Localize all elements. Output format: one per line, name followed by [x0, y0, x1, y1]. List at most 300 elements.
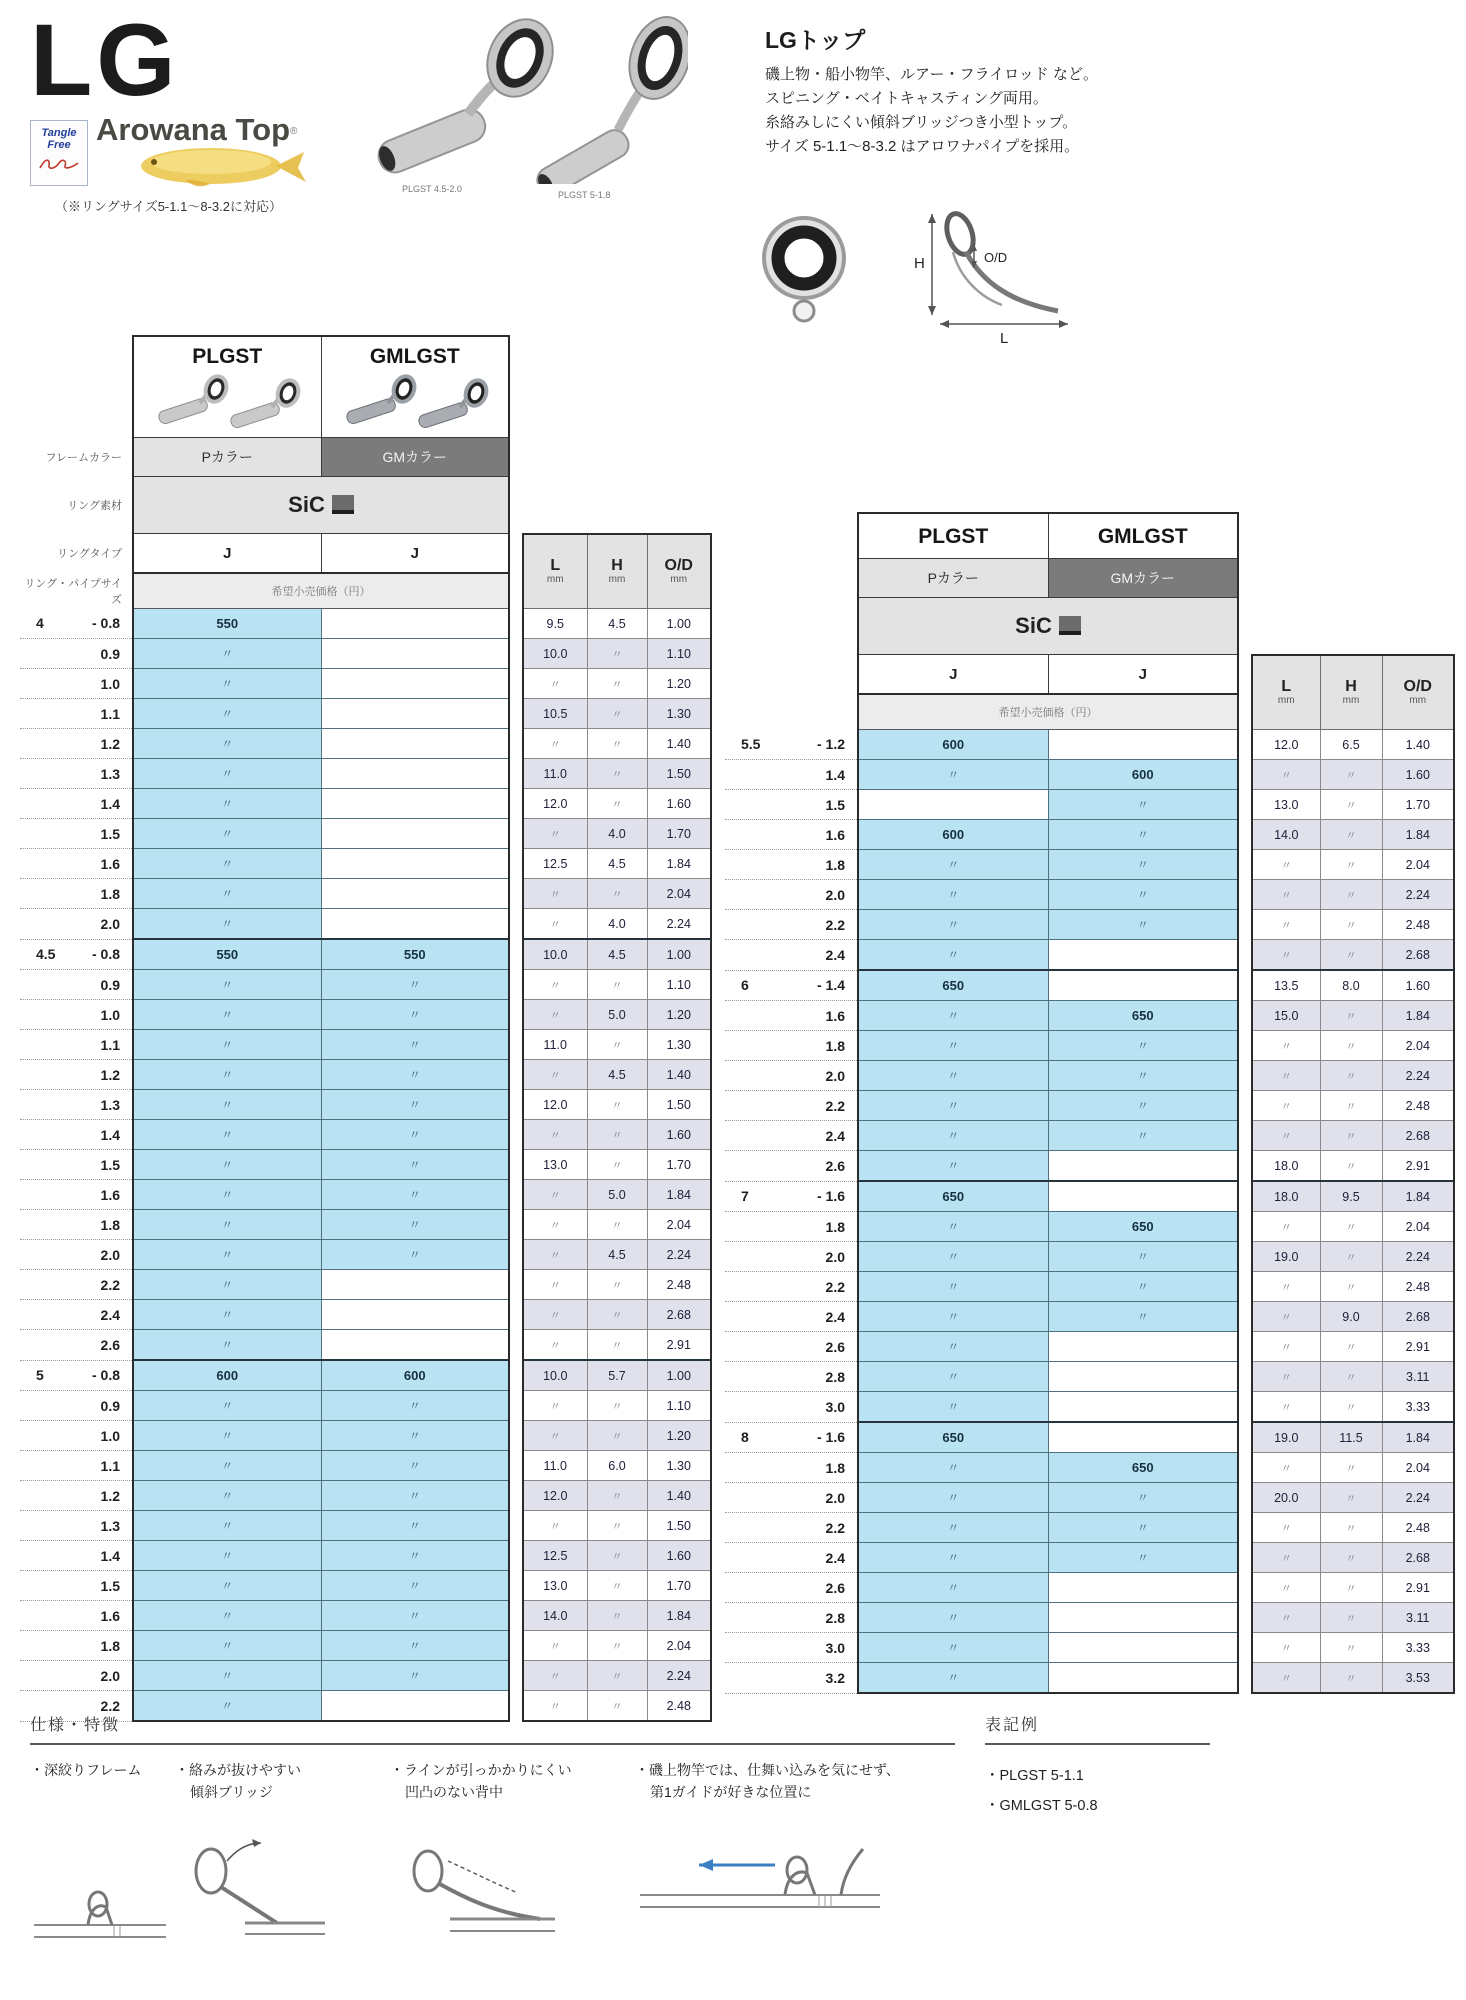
price-cell: 〃: [1048, 850, 1238, 880]
size-label: 2.4: [20, 1300, 133, 1330]
price-cell: [321, 909, 509, 940]
model-name: GMLGST: [369, 344, 460, 368]
dimension-cell: 〃: [1320, 1633, 1382, 1663]
table-row: [725, 1181, 1454, 1212]
dimension-cell: 2.24: [1382, 880, 1454, 910]
dimension-cell: 1.40: [647, 1481, 711, 1511]
size-label: 0.9: [20, 1391, 133, 1421]
dimension-cell: 1.84: [647, 849, 711, 879]
price-cell: 600: [858, 820, 1048, 850]
dimension-cell: 〃: [1320, 1212, 1382, 1242]
dimension-cell: 12.0: [523, 789, 587, 819]
dimension-cell: 13.0: [1252, 790, 1320, 820]
price-cell: 〃: [1048, 1031, 1238, 1061]
size-label: 5.5 - 1.2: [725, 730, 858, 760]
price-cell: 〃: [321, 1030, 509, 1060]
size-label: 1.2: [20, 1060, 133, 1090]
guide-placement-sketch-icon: [635, 1829, 885, 1949]
smooth-back-sketch-icon: [390, 1843, 560, 1943]
description-line: サイズ 5-1.1～8-3.2 はアロワナパイプを採用。: [765, 138, 1080, 155]
price-cell: 650: [1048, 1212, 1238, 1242]
table-row: [20, 1000, 711, 1030]
price-cell: 〃: [321, 1210, 509, 1240]
dim-header-h: H mm: [587, 534, 647, 609]
price-cell: 〃: [133, 699, 321, 729]
dimension-cell: 1.84: [1382, 1181, 1454, 1212]
price-cell: 〃: [321, 1240, 509, 1270]
dimension-cell: 4.5: [587, 1060, 647, 1090]
price-cell: 〃: [858, 940, 1048, 971]
price-cell: 〃: [133, 1120, 321, 1150]
dimension-cell: 〃: [1320, 1121, 1382, 1151]
dimension-cell: 〃: [523, 1391, 587, 1421]
dimension-cell: 〃: [587, 1090, 647, 1120]
dimension-cell: 2.91: [1382, 1151, 1454, 1182]
dimension-cell: 〃: [1320, 1513, 1382, 1543]
table-row: [725, 820, 1454, 850]
dimension-cell: 〃: [523, 1330, 587, 1361]
size-label: 1.6: [20, 1180, 133, 1210]
table-row: [20, 1060, 711, 1090]
price-cell: 〃: [133, 1330, 321, 1361]
product-photo-label: PLGST 5-1.8: [558, 190, 611, 200]
price-cell: [1048, 970, 1238, 1001]
dimension-cell: 4.0: [587, 909, 647, 940]
price-cell: 〃: [858, 1151, 1048, 1182]
dimension-cell: 〃: [1252, 1212, 1320, 1242]
price-cell: 〃: [858, 1001, 1048, 1031]
dimension-cell: 2.91: [1382, 1332, 1454, 1362]
table-row: [20, 1240, 711, 1270]
price-cell: 650: [858, 1422, 1048, 1453]
price-cell: 〃: [858, 1212, 1048, 1242]
size-table-right: [725, 512, 1455, 1694]
size-label: 6 - 1.4: [725, 970, 858, 1001]
dimension-cell: 〃: [523, 1270, 587, 1300]
dimension-cell: 〃: [587, 1421, 647, 1451]
size-label: 1.8: [725, 1453, 858, 1483]
row-header-ring-material: リング素材: [67, 500, 122, 512]
dim-header-h: H mm: [1320, 655, 1382, 730]
dimension-cell: 〃: [587, 1270, 647, 1300]
dimension-cell: 〃: [587, 759, 647, 789]
dimension-cell: 2.24: [647, 909, 711, 940]
dimension-cell: 2.24: [1382, 1242, 1454, 1272]
price-cell: [1048, 1603, 1238, 1633]
table-row: [725, 1483, 1454, 1513]
dimension-cell: 2.48: [1382, 1513, 1454, 1543]
dimension-cell: 〃: [523, 1511, 587, 1541]
table-row: [20, 1511, 711, 1541]
dimension-cell: 〃: [523, 1631, 587, 1661]
table-row: [725, 1332, 1454, 1362]
price-cell: 〃: [858, 1543, 1048, 1573]
dimension-cell: 〃: [1252, 1453, 1320, 1483]
tangle-free-badge: [30, 120, 88, 186]
price-cell: 〃: [858, 880, 1048, 910]
description-line: 磯上物・船小物竿、ルアー・フライロッド など。: [765, 66, 1098, 83]
dimension-cell: 〃: [1252, 880, 1320, 910]
dimension-cell: 14.0: [523, 1601, 587, 1631]
dimension-cell: 13.5: [1252, 970, 1320, 1001]
size-label: 1.8: [20, 1210, 133, 1240]
dimension-cell: 〃: [587, 699, 647, 729]
table-row: [725, 790, 1454, 820]
size-label: 2.8: [725, 1362, 858, 1392]
product-description: [765, 22, 1205, 159]
size-label: 1.4: [20, 789, 133, 819]
badge-text: Free: [47, 139, 71, 151]
price-cell: 550: [133, 609, 321, 639]
price-cell: 〃: [1048, 1543, 1238, 1573]
frame-color-p: Pカラー: [133, 438, 321, 477]
dimension-cell: 2.24: [647, 1661, 711, 1691]
dimension-cell: 12.5: [523, 1541, 587, 1571]
price-cell: [1048, 1573, 1238, 1603]
dimension-cell: 〃: [1320, 1362, 1382, 1392]
ring-material: SiC: [288, 492, 325, 517]
price-cell: [1048, 1151, 1238, 1182]
ring-type-p: J: [858, 655, 1048, 695]
dimension-cell: 〃: [587, 1481, 647, 1511]
dimension-cell: 〃: [1252, 1633, 1320, 1663]
price-cell: 〃: [858, 760, 1048, 790]
price-cell: [1048, 1633, 1238, 1663]
dimension-cell: 2.68: [1382, 1302, 1454, 1332]
dimension-cell: 〃: [587, 1330, 647, 1361]
size-label: 2.0: [725, 880, 858, 910]
table-row: [20, 336, 711, 438]
size-label: 2.4: [725, 1302, 858, 1332]
dimension-cell: 12.0: [523, 1090, 587, 1120]
price-cell: 〃: [321, 1661, 509, 1691]
dimension-cell: 5.0: [587, 1000, 647, 1030]
table-row: [20, 1150, 711, 1180]
dimension-cell: 1.00: [647, 609, 711, 639]
feature-item: ・深絞りフレーム: [30, 1759, 175, 1963]
dimension-cell: 1.10: [647, 970, 711, 1000]
dimension-cell: 2.68: [1382, 1543, 1454, 1573]
dim-header-od: O/D mm: [647, 534, 711, 609]
price-cell: 〃: [858, 1121, 1048, 1151]
price-cell: 〃: [133, 1391, 321, 1421]
size-label: 2.6: [725, 1332, 858, 1362]
dimension-cell: 〃: [1320, 1392, 1382, 1423]
table-row: [20, 1391, 711, 1421]
price-cell: 〃: [133, 1090, 321, 1120]
table-row: [725, 1603, 1454, 1633]
dimension-cell: 2.04: [647, 1631, 711, 1661]
price-cell: 〃: [133, 789, 321, 819]
size-label: 0.9: [20, 639, 133, 669]
size-label: 1.5: [725, 790, 858, 820]
size-label: 2.6: [725, 1573, 858, 1603]
price-cell: 〃: [321, 1481, 509, 1511]
table-row: [20, 1631, 711, 1661]
price-cell: 〃: [1048, 820, 1238, 850]
price-cell: 〃: [858, 1362, 1048, 1392]
table-row: [725, 1392, 1454, 1423]
dimension-cell: 4.5: [587, 1240, 647, 1270]
dimension-cell: 〃: [1320, 760, 1382, 790]
dimension-cell: 〃: [1320, 1001, 1382, 1031]
size-label: 1.1: [20, 1451, 133, 1481]
dimension-cell: 〃: [1320, 1061, 1382, 1091]
table-row: [20, 1270, 711, 1300]
dimension-cell: 1.60: [1382, 970, 1454, 1001]
dimension-cell: 〃: [1252, 1272, 1320, 1302]
dimension-cell: 〃: [587, 1691, 647, 1722]
table-row: [725, 1543, 1454, 1573]
table-row: [20, 1090, 711, 1120]
price-cell: 600: [321, 1360, 509, 1391]
dimension-cell: 〃: [587, 1601, 647, 1631]
dimension-cell: 〃: [1252, 850, 1320, 880]
table-row: [20, 1360, 711, 1391]
price-cell: 〃: [133, 1270, 321, 1300]
dimension-cell: 19.0: [1252, 1242, 1320, 1272]
dimension-cell: 12.0: [1252, 730, 1320, 760]
size-label: 2.0: [725, 1483, 858, 1513]
size-label: 1.3: [20, 1511, 133, 1541]
dimension-cell: 3.11: [1382, 1362, 1454, 1392]
dimension-cell: 9.5: [523, 609, 587, 639]
dimension-cell: 1.40: [1382, 730, 1454, 760]
price-cell: [1048, 940, 1238, 971]
price-cell: [321, 819, 509, 849]
feature-item: ・絡みが抜けやすい 傾斜ブリッジ: [175, 1759, 390, 1963]
dimension-cell: 1.20: [647, 669, 711, 699]
dimension-cell: 〃: [587, 1571, 647, 1601]
price-cell: 〃: [133, 729, 321, 759]
table-row: [20, 1030, 711, 1060]
size-label: 7 - 1.6: [725, 1181, 858, 1212]
price-cell: 〃: [858, 1483, 1048, 1513]
size-label: 2.4: [725, 1543, 858, 1573]
dimension-cell: 10.0: [523, 1360, 587, 1391]
price-cell: [321, 729, 509, 759]
dimension-cell: 〃: [523, 1691, 587, 1722]
dimension-cell: 〃: [523, 669, 587, 699]
description-line: 糸絡みしにくい傾斜ブリッジつき小型トップ。: [765, 114, 1078, 131]
dimension-cell: 14.0: [1252, 820, 1320, 850]
arowana-top-text: Arowana Top: [96, 112, 291, 147]
price-cell: 〃: [321, 1571, 509, 1601]
price-cell: 〃: [133, 1661, 321, 1691]
dimension-cell: 〃: [523, 1661, 587, 1691]
table-row: [20, 1541, 711, 1571]
dimension-cell: 〃: [1252, 1663, 1320, 1694]
table-row: [20, 438, 711, 477]
dimension-cell: 4.0: [587, 819, 647, 849]
column-header-gmlgst: GMLGST: [1048, 513, 1238, 559]
size-label: 1.4: [20, 1541, 133, 1571]
dimension-cell: 〃: [1252, 1362, 1320, 1392]
price-header: 希望小売価格（円）: [858, 694, 1238, 730]
table-row: [20, 669, 711, 699]
price-cell: 〃: [321, 1511, 509, 1541]
dimension-cell: 〃: [587, 1150, 647, 1180]
dimension-cell: 〃: [587, 1030, 647, 1060]
price-cell: 〃: [321, 1000, 509, 1030]
dimension-cell: 2.48: [1382, 1091, 1454, 1121]
dimension-cell: 1.20: [647, 1000, 711, 1030]
dimension-cell: 〃: [1252, 760, 1320, 790]
size-label: 1.8: [725, 850, 858, 880]
frame-color-gm: GMカラー: [321, 438, 509, 477]
dimension-cell: 2.04: [1382, 1031, 1454, 1061]
price-cell: 650: [1048, 1001, 1238, 1031]
dimension-cell: 1.30: [647, 1451, 711, 1481]
dimension-cell: 〃: [1320, 1453, 1382, 1483]
dimension-cell: 2.04: [1382, 1453, 1454, 1483]
dimension-cell: 〃: [1252, 1332, 1320, 1362]
dimension-cell: 11.0: [523, 1030, 587, 1060]
price-cell: 〃: [133, 1180, 321, 1210]
dim-header-od: O/D mm: [1382, 655, 1454, 730]
price-cell: 〃: [858, 1663, 1048, 1694]
dimension-cell: 2.24: [1382, 1061, 1454, 1091]
dimension-cell: 〃: [523, 879, 587, 909]
dimension-cell: 〃: [1252, 1392, 1320, 1423]
table-row: [20, 819, 711, 849]
price-cell: 〃: [133, 1060, 321, 1090]
table-row: [725, 1272, 1454, 1302]
notation-section: [985, 1712, 1210, 1821]
price-cell: 〃: [321, 1421, 509, 1451]
dimension-cell: 〃: [523, 1300, 587, 1330]
price-cell: 650: [1048, 1453, 1238, 1483]
price-cell: 550: [321, 939, 509, 970]
dimension-cell: 〃: [1252, 1513, 1320, 1543]
dimension-cell: 〃: [1320, 1031, 1382, 1061]
dimension-cell: 〃: [1252, 940, 1320, 971]
price-cell: 〃: [858, 1242, 1048, 1272]
dimension-cell: 1.60: [1382, 760, 1454, 790]
ring-size-note: （※リングサイズ5-1.1～8-3.2に対応）: [55, 199, 282, 214]
price-cell: 〃: [858, 1392, 1048, 1423]
dimension-cell: 2.24: [647, 1240, 711, 1270]
table-row: [20, 609, 711, 639]
table-row: [725, 1061, 1454, 1091]
price-cell: 〃: [321, 970, 509, 1000]
dim-label-od: O/D: [984, 250, 1008, 265]
price-cell: 〃: [133, 1300, 321, 1330]
dimension-cell: 〃: [523, 729, 587, 759]
size-label: 2.0: [725, 1242, 858, 1272]
dimension-cell: 3.53: [1382, 1663, 1454, 1694]
size-label: 1.1: [20, 699, 133, 729]
price-cell: 〃: [133, 879, 321, 909]
table-row: [725, 1633, 1454, 1663]
column-header-gmlgst: [321, 336, 509, 438]
price-cell: 〃: [1048, 1272, 1238, 1302]
dimension-cell: 〃: [1320, 820, 1382, 850]
price-cell: 600: [858, 730, 1048, 760]
notation-heading: 表記例: [985, 1717, 1040, 1734]
size-label: 0.9: [20, 970, 133, 1000]
dim-label-h: H: [914, 255, 925, 272]
table-row: [20, 970, 711, 1000]
size-label: 1.5: [20, 819, 133, 849]
dimension-cell: 1.70: [1382, 790, 1454, 820]
price-cell: [321, 1300, 509, 1330]
table-row: [20, 1601, 711, 1631]
table-row: [20, 759, 711, 789]
price-cell: 〃: [858, 1332, 1048, 1362]
dimension-cell: 2.04: [647, 1210, 711, 1240]
table-row: [20, 1210, 711, 1240]
sloped-bridge-sketch-icon: [175, 1831, 335, 1946]
price-cell: 〃: [1048, 790, 1238, 820]
table-row: [20, 1180, 711, 1210]
dimension-cell: 3.33: [1382, 1392, 1454, 1423]
size-label: 1.8: [20, 1631, 133, 1661]
feature-item: ・磯上物竿では、仕舞い込みを気にせず、 第1ガイドが好きな位置に: [635, 1759, 955, 1963]
size-label: 2.0: [20, 1661, 133, 1691]
dimension-cell: 1.60: [647, 789, 711, 819]
dimension-cell: 2.68: [647, 1300, 711, 1330]
table-row: [20, 1421, 711, 1451]
price-cell: 〃: [858, 1091, 1048, 1121]
price-cell: 〃: [858, 1302, 1048, 1332]
registered-mark: ®: [290, 125, 298, 137]
size-label: 1.0: [20, 1000, 133, 1030]
price-cell: 〃: [133, 1210, 321, 1240]
price-cell: 〃: [133, 759, 321, 789]
table-row: [20, 1661, 711, 1691]
price-cell: 〃: [133, 909, 321, 940]
dimension-cell: 〃: [1320, 1151, 1382, 1182]
table-row: [725, 940, 1454, 971]
table-row: [20, 939, 711, 970]
dimension-cell: 1.84: [1382, 1422, 1454, 1453]
table-row: [20, 879, 711, 909]
dimension-cell: 1.84: [1382, 1001, 1454, 1031]
dimension-cell: 〃: [587, 1661, 647, 1691]
size-label: 1.6: [725, 820, 858, 850]
dimension-cell: 〃: [523, 1120, 587, 1150]
price-cell: 650: [858, 1181, 1048, 1212]
dimension-cell: 13.0: [523, 1150, 587, 1180]
dimension-cell: 1.70: [647, 1150, 711, 1180]
dimension-cell: 4.5: [587, 939, 647, 970]
row-header-size: リング・パイプサイズ: [24, 577, 122, 606]
dimension-cell: 12.0: [523, 1481, 587, 1511]
ring-material-cell: [133, 477, 509, 534]
price-cell: 〃: [133, 1030, 321, 1060]
size-label: 1.5: [20, 1150, 133, 1180]
dimension-cell: 1.60: [647, 1120, 711, 1150]
dimension-cell: 5.0: [587, 1180, 647, 1210]
price-cell: 〃: [1048, 1302, 1238, 1332]
dimension-cell: 1.00: [647, 939, 711, 970]
ring-type-gm: J: [1048, 655, 1238, 695]
dimension-cell: 〃: [1320, 1573, 1382, 1603]
dimension-cell: 15.0: [1252, 1001, 1320, 1031]
table-row: [725, 760, 1454, 790]
table-row: [725, 1091, 1454, 1121]
model-name: PLGST: [192, 344, 263, 368]
size-label: 2.0: [20, 909, 133, 940]
dimension-cell: 11.0: [523, 759, 587, 789]
dimension-cell: 〃: [1320, 850, 1382, 880]
dimension-cell: 〃: [1252, 1302, 1320, 1332]
dimension-cell: 1.10: [647, 1391, 711, 1421]
dimension-cell: 3.33: [1382, 1633, 1454, 1663]
table-row: [725, 559, 1454, 598]
size-label: 1.3: [20, 1090, 133, 1120]
